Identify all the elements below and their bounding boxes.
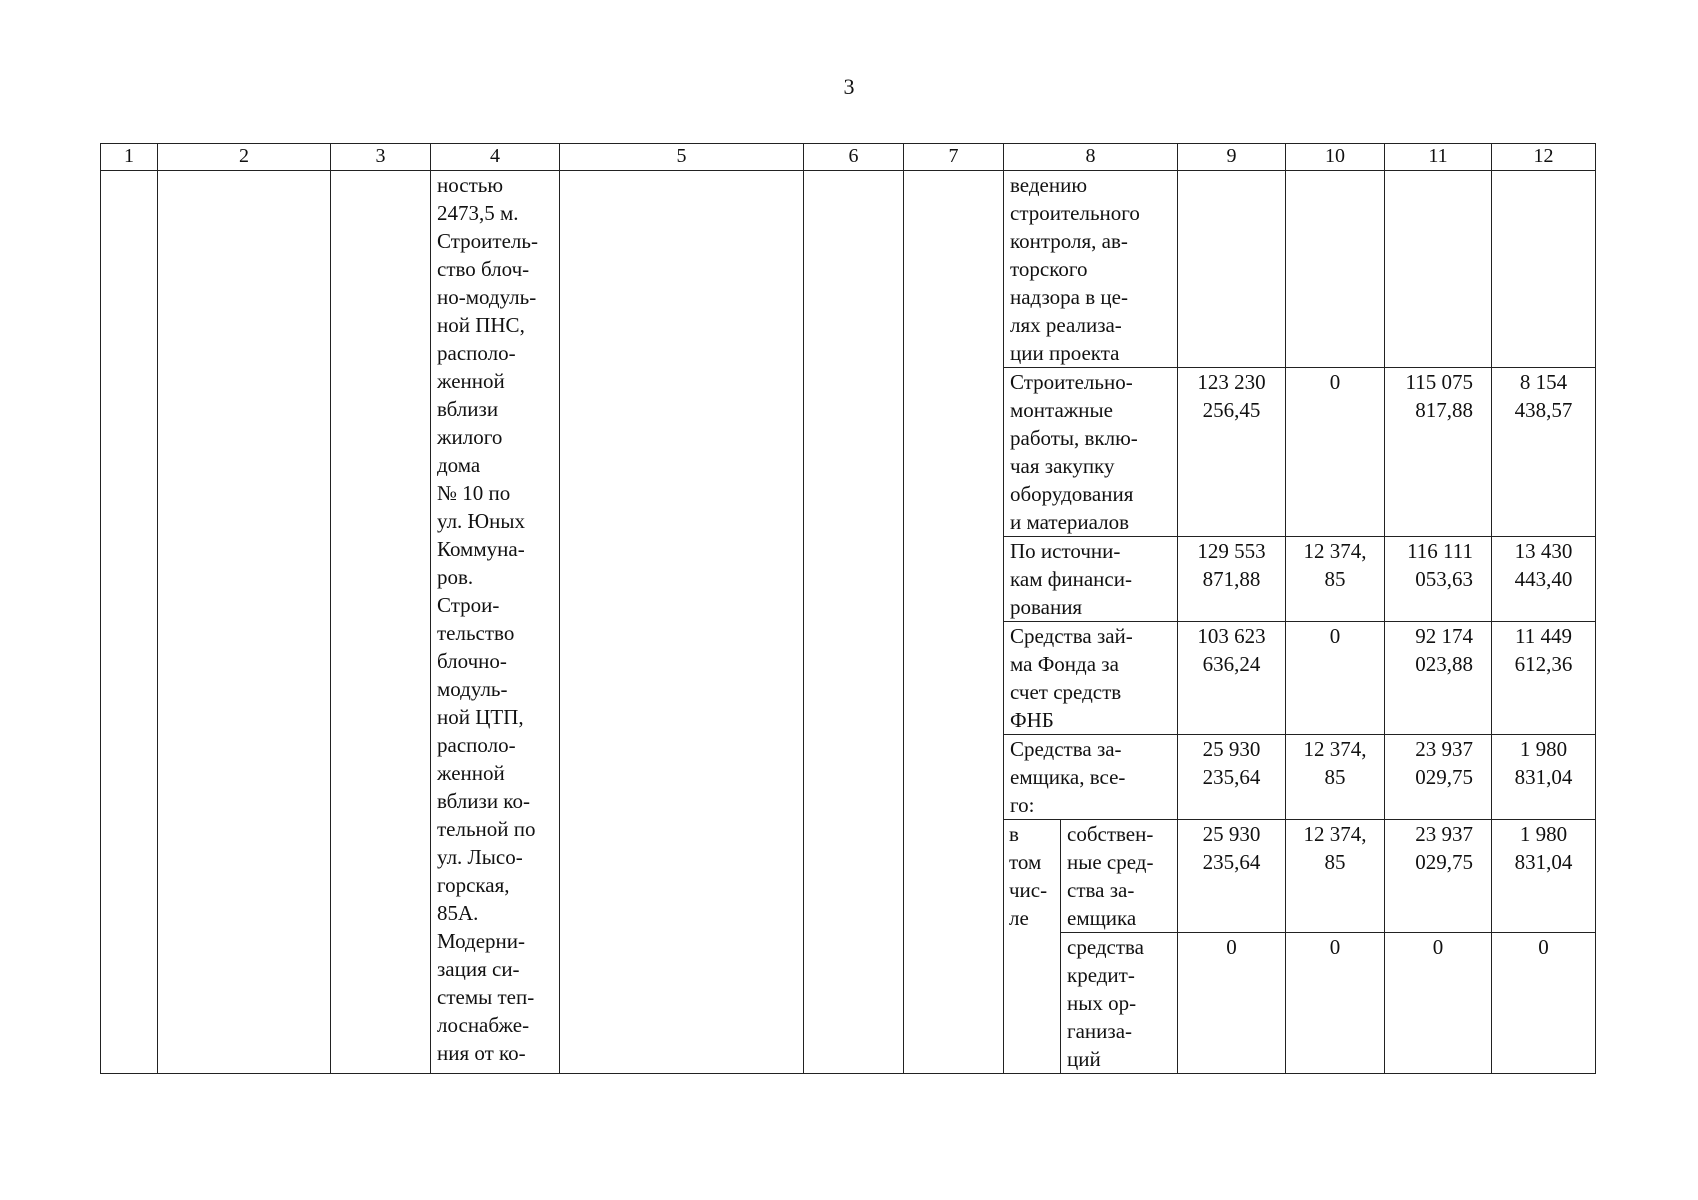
description-line: ров. bbox=[437, 565, 474, 589]
column-number: 7 bbox=[904, 144, 1004, 171]
row-label bbox=[1061, 933, 1178, 1074]
cell-line: Средства зай- bbox=[1010, 624, 1133, 648]
cell-line: 123 230 bbox=[1197, 370, 1266, 394]
cell-line: ные сред- bbox=[1067, 850, 1154, 874]
cell-line: 831,04 bbox=[1514, 765, 1573, 789]
cell-line: По источни- bbox=[1010, 539, 1121, 563]
value-cell bbox=[1286, 933, 1385, 1074]
cell-line: торского bbox=[1010, 257, 1088, 281]
cell-line: 23 937 bbox=[1415, 737, 1473, 761]
cell-line: 0 bbox=[1329, 624, 1341, 648]
cell-line: 0 bbox=[1226, 935, 1237, 959]
cell-line: 85 bbox=[1324, 850, 1346, 874]
cell-line: чис- bbox=[1009, 878, 1048, 902]
col1-cell bbox=[101, 171, 158, 1074]
col6-cell bbox=[804, 171, 904, 1074]
column-number: 5 bbox=[560, 144, 804, 171]
cell-line: 636,24 bbox=[1202, 652, 1261, 676]
cell-line: средства bbox=[1067, 935, 1145, 959]
cell-line: 25 930 bbox=[1202, 822, 1261, 846]
cell-line: 8 154 bbox=[1519, 370, 1568, 394]
cell-line: Строительно- bbox=[1010, 370, 1133, 394]
value-cell bbox=[1492, 820, 1596, 933]
value-cell bbox=[1385, 537, 1492, 622]
description-line: дома bbox=[437, 453, 481, 477]
cell-line: лях реализа- bbox=[1010, 313, 1122, 337]
value-cell bbox=[1286, 537, 1385, 622]
description-line: 2473,5 м. bbox=[437, 201, 519, 225]
col3-cell bbox=[331, 171, 431, 1074]
row-label bbox=[1061, 820, 1178, 933]
cell-line: 85 bbox=[1324, 567, 1346, 591]
cell-line: 235,64 bbox=[1202, 850, 1261, 874]
cell-line: 129 553 bbox=[1197, 539, 1266, 563]
cell-line: и материалов bbox=[1010, 510, 1130, 534]
value-cell bbox=[1385, 171, 1492, 368]
column-number-row bbox=[101, 144, 1596, 171]
cell-line: ма Фонда за bbox=[1010, 652, 1119, 676]
cell-line: 443,40 bbox=[1514, 567, 1573, 591]
description-line: стемы теп- bbox=[437, 985, 535, 1009]
cell-line: ганиза- bbox=[1067, 1019, 1133, 1043]
cell-line: 817,88 bbox=[1415, 398, 1473, 422]
cell-line: кам финанси- bbox=[1010, 567, 1132, 591]
including-label bbox=[1004, 820, 1061, 1074]
description-line: ство блоч- bbox=[437, 257, 530, 281]
cell-line: го: bbox=[1010, 793, 1035, 817]
cell-line: 0 bbox=[1538, 935, 1549, 959]
cell-line: работы, вклю- bbox=[1010, 426, 1138, 450]
budget-table bbox=[100, 143, 1596, 1074]
cell-line: 871,88 bbox=[1202, 567, 1261, 591]
cell-line: 12 374, bbox=[1303, 822, 1367, 846]
cell-line: ций bbox=[1067, 1047, 1101, 1071]
value-cell bbox=[1286, 820, 1385, 933]
cell-line: 13 430 bbox=[1514, 539, 1573, 563]
cell-line: 103 623 bbox=[1197, 624, 1266, 648]
cell-line: 12 374, bbox=[1303, 737, 1367, 761]
cell-line: 92 174 bbox=[1415, 624, 1473, 648]
cell-line: контроля, ав- bbox=[1010, 229, 1128, 253]
description-line: вблизи ко- bbox=[437, 789, 530, 813]
value-cell bbox=[1178, 820, 1286, 933]
value-cell bbox=[1385, 735, 1492, 820]
column-number: 3 bbox=[331, 144, 431, 171]
description-line: Модерни- bbox=[437, 929, 526, 953]
description-line: женной bbox=[437, 761, 505, 785]
value-cell bbox=[1286, 622, 1385, 735]
description-line: располо- bbox=[437, 341, 516, 365]
value-cell bbox=[1385, 933, 1492, 1074]
cell-line: емщика, все- bbox=[1010, 765, 1126, 789]
column-number: 10 bbox=[1286, 144, 1385, 171]
row-label bbox=[1004, 735, 1178, 820]
description-line: но-модуль- bbox=[437, 285, 537, 309]
description-line: лоснабже- bbox=[437, 1013, 530, 1037]
cell-line: 029,75 bbox=[1415, 765, 1473, 789]
description-line: зация си- bbox=[437, 957, 520, 981]
cell-line: 1 980 bbox=[1519, 822, 1568, 846]
cell-line: оборудования bbox=[1010, 482, 1134, 506]
cell-line: 12 374, bbox=[1303, 539, 1367, 563]
value-cell bbox=[1286, 171, 1385, 368]
value-cell bbox=[1385, 820, 1492, 933]
cell-line: ции проекта bbox=[1010, 341, 1120, 365]
row-label bbox=[1004, 622, 1178, 735]
cell-line: ведению bbox=[1010, 173, 1088, 197]
value-cell bbox=[1385, 368, 1492, 537]
value-cell bbox=[1492, 735, 1596, 820]
col5-cell bbox=[560, 171, 804, 1074]
cell-line: 115 075 bbox=[1405, 370, 1473, 394]
cell-line: рования bbox=[1010, 595, 1083, 619]
cell-line: чая закупку bbox=[1010, 454, 1115, 478]
description-line: тельной по bbox=[437, 817, 536, 841]
value-cell bbox=[1178, 622, 1286, 735]
cell-line: собствен- bbox=[1067, 822, 1154, 846]
value-cell bbox=[1178, 537, 1286, 622]
cell-line: 235,64 bbox=[1202, 765, 1261, 789]
value-cell bbox=[1178, 933, 1286, 1074]
value-cell bbox=[1492, 933, 1596, 1074]
description-line: горская, bbox=[437, 873, 510, 897]
column-number: 12 bbox=[1492, 144, 1596, 171]
description-line: жилого bbox=[437, 425, 503, 449]
column-number: 1 bbox=[101, 144, 158, 171]
column-number: 6 bbox=[804, 144, 904, 171]
cell-line: надзора в це- bbox=[1010, 285, 1128, 309]
value-cell bbox=[1385, 622, 1492, 735]
cell-line: ле bbox=[1009, 906, 1029, 930]
column-number: 11 bbox=[1385, 144, 1492, 171]
value-cell bbox=[1178, 368, 1286, 537]
cell-line: 11 449 bbox=[1515, 624, 1572, 648]
description-line: ул. Юных bbox=[437, 509, 525, 533]
cell-line: емщика bbox=[1067, 906, 1137, 930]
cell-line: ства за- bbox=[1067, 878, 1135, 902]
cell-line: кредит- bbox=[1067, 963, 1135, 987]
value-cell bbox=[1178, 171, 1286, 368]
description-line: ной ПНС, bbox=[437, 313, 525, 337]
description-line: вблизи bbox=[437, 397, 499, 421]
col7-cell bbox=[904, 171, 1004, 1074]
row-label bbox=[1004, 537, 1178, 622]
description-line: блочно- bbox=[437, 649, 507, 673]
description-line: тельство bbox=[437, 621, 515, 645]
cell-line: 23 937 bbox=[1415, 822, 1473, 846]
cell-line: 1 980 bbox=[1519, 737, 1568, 761]
value-cell bbox=[1492, 622, 1596, 735]
cell-line: 438,57 bbox=[1514, 398, 1573, 422]
cell-line: 25 930 bbox=[1202, 737, 1261, 761]
description-line: 85А. bbox=[437, 901, 479, 925]
cell-line: монтажные bbox=[1010, 398, 1113, 422]
description-line: располо- bbox=[437, 733, 516, 757]
column-number: 9 bbox=[1178, 144, 1286, 171]
description-line: № 10 по bbox=[437, 481, 511, 505]
cell-line: 0 bbox=[1432, 935, 1444, 959]
cell-line: 023,88 bbox=[1415, 652, 1473, 676]
cell-line: 116 111 bbox=[1407, 539, 1473, 563]
description-line: модуль- bbox=[437, 677, 508, 701]
cell-line: строительного bbox=[1010, 201, 1140, 225]
cell-line: ных ор- bbox=[1067, 991, 1137, 1015]
description-line: ул. Лысо- bbox=[437, 845, 523, 869]
object-description-cell bbox=[431, 171, 560, 1074]
cell-line: 831,04 bbox=[1514, 850, 1573, 874]
column-number: 2 bbox=[158, 144, 331, 171]
cell-line: 85 bbox=[1324, 765, 1346, 789]
page-number: 3 bbox=[843, 74, 855, 99]
description-line: ния от ко- bbox=[437, 1041, 526, 1065]
table-row bbox=[101, 171, 1596, 368]
value-cell bbox=[1492, 171, 1596, 368]
cell-line: Средства за- bbox=[1010, 737, 1122, 761]
cell-line: в bbox=[1009, 822, 1019, 846]
description-line: ностью bbox=[437, 173, 504, 197]
cell-line: счет средств bbox=[1010, 680, 1122, 704]
column-number: 8 bbox=[1004, 144, 1178, 171]
cell-line: 053,63 bbox=[1415, 567, 1473, 591]
cell-line: 256,45 bbox=[1202, 398, 1261, 422]
value-cell bbox=[1492, 368, 1596, 537]
value-cell bbox=[1492, 537, 1596, 622]
cell-line: 0 bbox=[1329, 935, 1341, 959]
row-label bbox=[1004, 171, 1178, 368]
description-line: Строи- bbox=[437, 593, 500, 617]
cell-line: 612,36 bbox=[1514, 652, 1573, 676]
description-line: женной bbox=[437, 369, 505, 393]
description-line: Коммуна- bbox=[437, 537, 525, 561]
cell-line: ФНБ bbox=[1010, 708, 1054, 732]
cell-line: 029,75 bbox=[1415, 850, 1473, 874]
value-cell bbox=[1178, 735, 1286, 820]
column-number: 4 bbox=[431, 144, 560, 171]
description-line: ной ЦТП, bbox=[437, 705, 524, 729]
value-cell bbox=[1286, 735, 1385, 820]
cell-line: 0 bbox=[1329, 370, 1341, 394]
col2-cell bbox=[158, 171, 331, 1074]
row-label bbox=[1004, 368, 1178, 537]
cell-line: том bbox=[1009, 850, 1042, 874]
description-line: Строитель- bbox=[437, 229, 538, 253]
value-cell bbox=[1286, 368, 1385, 537]
